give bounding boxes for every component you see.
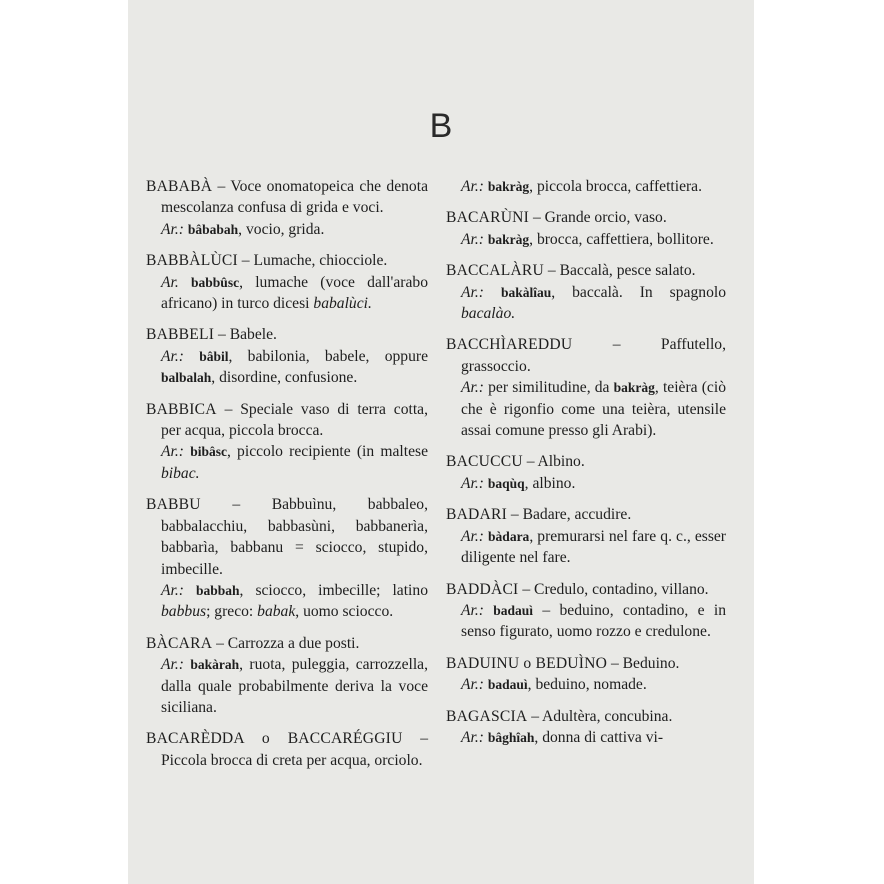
entry-etymology	[146, 219, 428, 240]
etymology-text: , uomo sciocco.	[295, 603, 394, 621]
entry-definition	[146, 633, 428, 654]
arabic-label: Ar.:	[461, 728, 484, 746]
entry-etymology	[146, 441, 428, 484]
arabic-term: bakàrah	[190, 657, 240, 673]
arabic-label: Ar.:	[161, 581, 184, 599]
arabic-label: Ar.:	[161, 656, 184, 674]
headword: BABBÀLÙCI	[146, 252, 238, 270]
headword: BACCALÀRU	[446, 262, 544, 280]
left-column	[146, 176, 428, 781]
definition-text: – Grande orcio, vaso.	[529, 209, 667, 227]
entry-etymology	[446, 600, 726, 643]
arabic-label: Ar.:	[461, 676, 484, 694]
etymology-text: babalùci.	[313, 295, 372, 313]
etymology-text: , lumache (voce dall'arabo africano) in turco dicesi	[161, 273, 428, 313]
entry-definition	[146, 494, 428, 580]
entry-definition	[446, 504, 726, 525]
dictionary-entry	[446, 451, 726, 494]
etymology-text: , sciocco, imbecille; latino	[239, 581, 428, 599]
dictionary-entry	[146, 250, 428, 314]
definition-text: – Beduino.	[607, 654, 680, 672]
entry-definition	[146, 728, 428, 771]
arabic-term: bâghîah	[487, 729, 535, 745]
etymology-text: , vocio, grida.	[238, 220, 325, 238]
entry-etymology	[446, 229, 726, 250]
etymology-text: per similitudine, da	[483, 379, 614, 397]
definition-text: – Piccola brocca di creta per acqua, orciolo.	[161, 730, 428, 769]
etymology-text: babbus	[161, 603, 207, 621]
dictionary-page	[128, 0, 754, 884]
headword: BADARI	[446, 506, 507, 524]
entry-etymology	[446, 727, 726, 748]
right-column	[446, 176, 726, 758]
etymology-text: , piccolo recipiente (in maltese	[226, 443, 428, 461]
dictionary-entry	[146, 176, 428, 240]
dictionary-entry	[146, 728, 428, 771]
arabic-term: bâbil	[199, 348, 229, 364]
entry-definition	[146, 399, 428, 442]
arabic-term: baqùq	[487, 475, 525, 491]
entry-etymology	[146, 272, 428, 315]
arabic-label: Ar.:	[461, 474, 484, 492]
arabic-term: bâbabah	[187, 221, 239, 237]
dictionary-entry	[446, 207, 726, 250]
entry-definition	[446, 451, 726, 472]
arabic-label: Ar.:	[161, 220, 184, 238]
definition-text: – Voce onomatopeica che denota mescolanza confusa di grida e voci.	[161, 178, 428, 217]
definition-text: – Baccalà, pesce salato.	[543, 262, 696, 280]
etymology-text: ; greco:	[206, 603, 258, 621]
headword: BACARÙNI	[446, 209, 530, 227]
etymology-text: , donna di cattiva vi-	[534, 728, 664, 746]
entry-definition	[446, 207, 726, 228]
entry-definition	[446, 653, 726, 674]
entry-etymology	[446, 473, 726, 494]
entry-definition	[146, 324, 428, 345]
arabic-label: Ar.:	[461, 601, 484, 619]
etymology-text: , baccalà. In spagnolo	[551, 283, 726, 301]
headword: BACCHÌAREDDU	[446, 336, 573, 354]
etymology-text: , babilonia, babele, oppure	[228, 347, 428, 365]
dictionary-entry	[446, 579, 726, 643]
etymology-text: bacalào.	[461, 305, 516, 323]
dictionary-entry	[146, 399, 428, 485]
etymology-text: , brocca, caffettiera, bollitore.	[529, 230, 714, 248]
arabic-term: badauì	[493, 602, 534, 618]
dictionary-entry	[446, 334, 726, 441]
dictionary-entry	[446, 260, 726, 324]
headword: BABABÀ	[146, 178, 213, 195]
dictionary-entry	[446, 176, 726, 197]
definition-text: – Babbuìnu, babbaleo, babbalacchiu, babbasùni, babbanerìa, babbarìa, babbanu = sciocco, stupido, imbecille.	[161, 496, 428, 578]
etymology-text	[179, 274, 191, 291]
dictionary-entry	[446, 504, 726, 568]
entry-etymology	[146, 580, 428, 623]
etymology-text: , albino.	[524, 474, 576, 492]
arabic-term: bibâsc	[190, 444, 227, 460]
dictionary-entry	[146, 633, 428, 719]
headword: BABBU	[146, 496, 201, 514]
arabic-term: bàdara	[488, 528, 530, 544]
entry-definition	[446, 579, 726, 600]
arabic-term: bakràg	[487, 179, 530, 194]
headword: BÀCARA	[146, 634, 213, 652]
arabic-label: Ar.:	[461, 379, 484, 397]
entry-definition	[446, 334, 726, 377]
definition-text: – Badare, accudire.	[506, 506, 632, 524]
arabic-label: Ar.:	[461, 178, 484, 195]
dictionary-entry	[446, 653, 726, 696]
arabic-term: balbalah	[161, 370, 212, 386]
definition-text: – Lumache, chiocciole.	[237, 252, 388, 270]
arabic-label: Ar.	[161, 273, 179, 291]
etymology-text: babak	[257, 603, 296, 621]
definition-text: – Carrozza a due posti.	[212, 634, 360, 652]
etymology-text: , teièra (ciò che è rigonfio come una teièra, utensile assai comune presso gli Arabi).	[461, 379, 726, 440]
etymology-text: , premurarsi nel fare q. c., esser diligente nel fare.	[461, 527, 727, 567]
dictionary-entry	[446, 706, 726, 749]
etymology-text: , beduino, nomade.	[527, 676, 647, 694]
etymology-text	[484, 284, 501, 301]
entry-etymology	[446, 176, 726, 197]
etymology-text: , disordine, confusione.	[211, 369, 358, 387]
dictionary-entry	[146, 494, 428, 622]
etymology-text	[184, 582, 196, 599]
entry-etymology	[446, 674, 726, 695]
arabic-label: Ar.:	[161, 347, 184, 365]
entry-etymology	[146, 346, 428, 389]
headword: BADUINU o BEDUÌNO	[446, 654, 608, 672]
arabic-term: badauì	[487, 677, 528, 693]
arabic-label: Ar.:	[461, 527, 484, 545]
dictionary-entry	[146, 324, 428, 388]
entry-etymology	[446, 526, 726, 569]
headword: BACARÈDDA o BACCARÉGGIU	[146, 730, 403, 748]
entry-etymology	[446, 282, 726, 325]
arabic-term: babbûsc	[191, 274, 240, 290]
arabic-term: bakràg	[613, 380, 655, 396]
headword: BADDÀCI	[446, 580, 519, 598]
entry-definition	[446, 260, 726, 281]
headword: BACUCCU	[446, 453, 523, 471]
definition-text: – Credulo, contadino, villano.	[518, 580, 709, 598]
headword: BAGASCIA	[446, 707, 528, 725]
entry-etymology	[146, 654, 428, 718]
headword: BABBICA	[146, 400, 217, 418]
entry-etymology	[446, 377, 726, 441]
arabic-label: Ar.:	[461, 283, 484, 301]
etymology-text: bibac.	[161, 464, 200, 482]
etymology-text: , ruota, puleggia, carrozzella, dalla quale probabilmente deriva la voce siciliana.	[161, 656, 428, 716]
entry-definition	[146, 176, 428, 219]
arabic-label: Ar.:	[161, 443, 184, 461]
headword: BABBELI	[146, 326, 215, 344]
definition-text: – Adultèra, concubina.	[527, 707, 673, 725]
definition-text: – Albino.	[522, 453, 585, 471]
etymology-text	[484, 602, 493, 619]
definition-text: – Paffutello, grassoccio.	[461, 336, 726, 375]
entry-definition	[146, 250, 428, 271]
definition-text: – Babele.	[214, 326, 277, 344]
entry-definition	[446, 706, 726, 727]
arabic-term: babbah	[195, 582, 240, 598]
arabic-label: Ar.:	[461, 230, 484, 248]
section-letter: B	[429, 107, 453, 145]
etymology-text	[184, 348, 199, 365]
arabic-term: bakàlîau	[500, 284, 552, 300]
etymology-text: , piccola brocca, caffettiera.	[529, 178, 703, 195]
arabic-term: bakràg	[487, 231, 530, 247]
etymology-text: – beduino, contadino, e in senso figurato, uomo rozzo e credulone.	[461, 601, 726, 641]
definition-text: – Speciale vaso di terra cotta, per acqua, piccola brocca.	[161, 400, 428, 440]
